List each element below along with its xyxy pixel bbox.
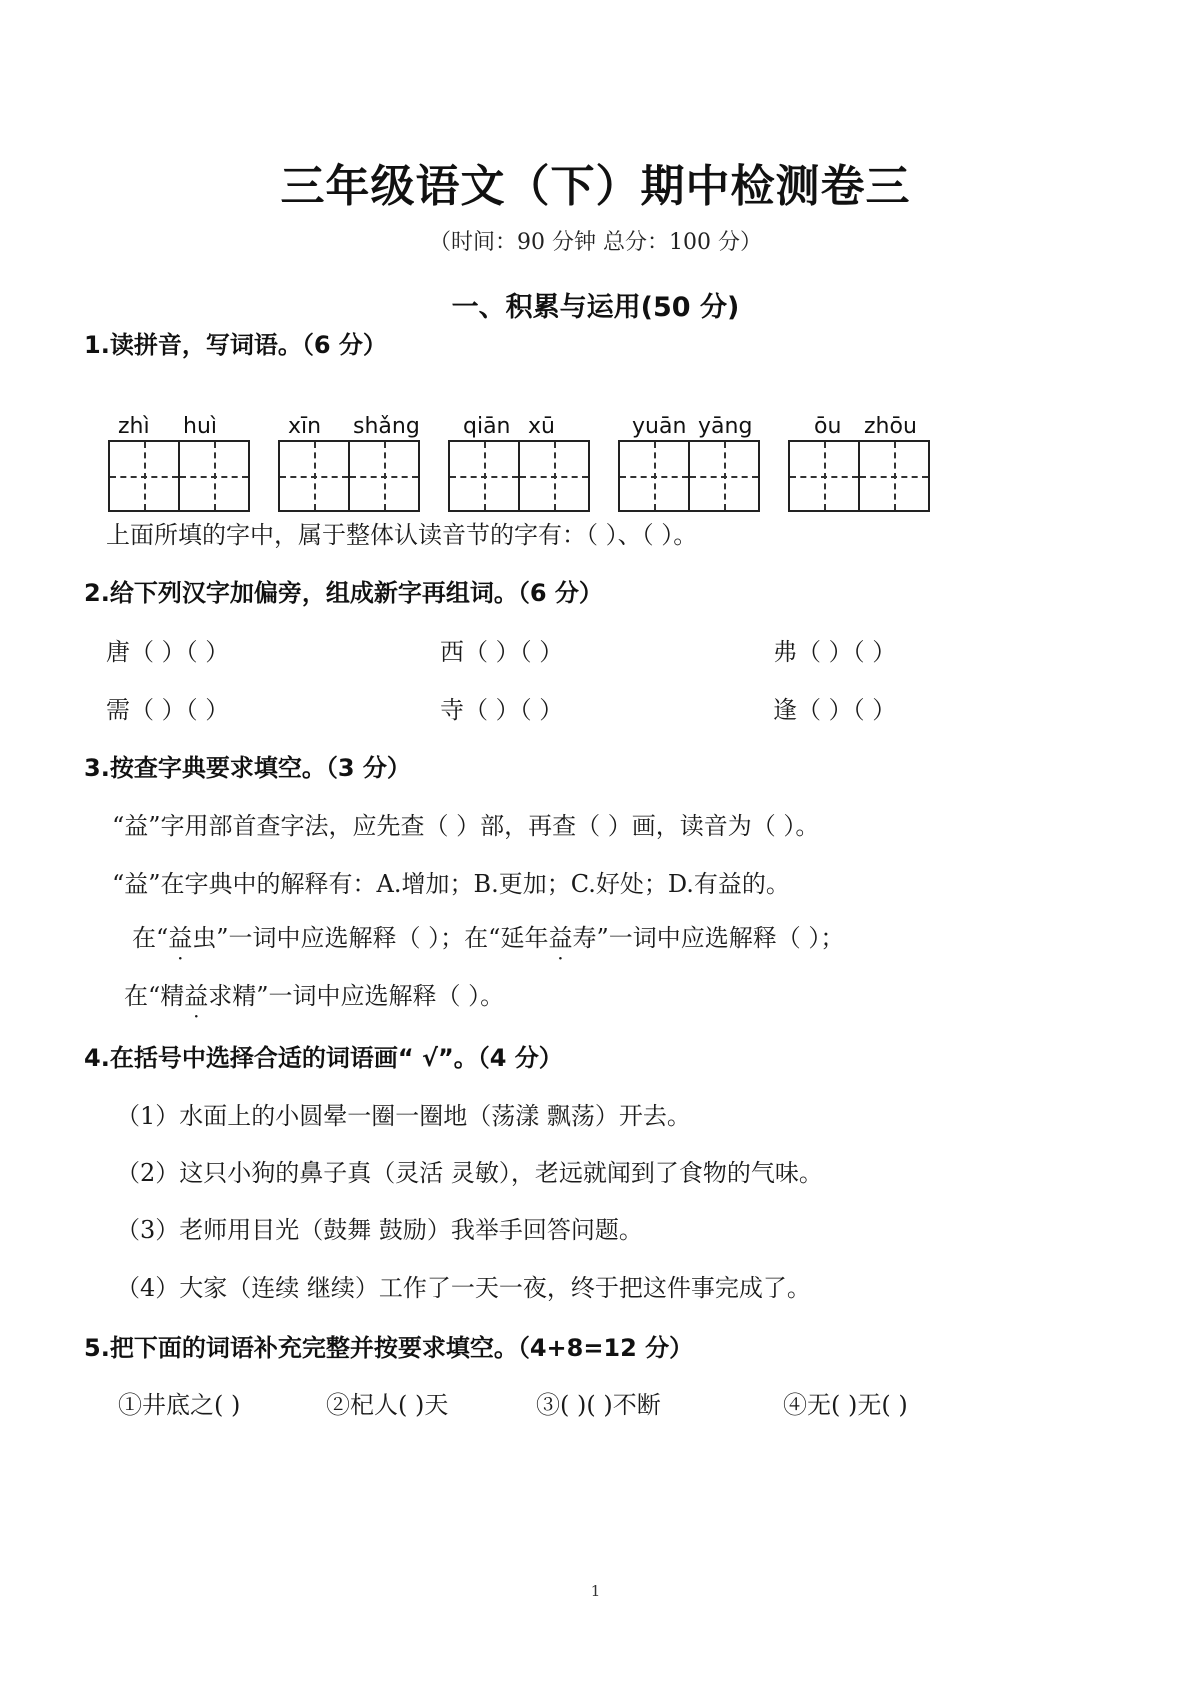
q5-item-3[interactable]: ③( )( )不断 (536, 1391, 661, 1419)
page-title: 三年级语文（下）期中检测卷三 (280, 161, 911, 212)
q2-item-fu[interactable]: 弗（ ）（ ） (773, 638, 897, 666)
q2-item-xi[interactable]: 西（ ）（ ） (440, 638, 564, 666)
q3-line-3[interactable] (132, 918, 844, 953)
writing-grid-3[interactable] (448, 440, 590, 510)
pinyin-5a: ōu (814, 414, 842, 439)
q3-line-1[interactable]: “益”字用部首查字法，应先查（ ）部，再查（ ）画，读音为（ ）。 (112, 812, 820, 840)
q2-item-tang[interactable]: 唐（ ）（ ） (106, 638, 230, 666)
q5-item-2[interactable]: ②杞人( )天 (326, 1391, 449, 1419)
q3-line3-part-a: 在“ (132, 924, 169, 952)
q3-line3-part-c: 寿”一词中应选解释（ ）； (572, 924, 845, 952)
pinyin-2a: xīn (288, 414, 322, 439)
question-3-heading: 3.按查字典要求填空。（3 分） (84, 754, 411, 782)
q2-item-si[interactable]: 寺（ ）（ ） (440, 696, 564, 724)
pinyin-5b: zhōu (864, 414, 917, 439)
question-5-heading: 5.把下面的词语补充完整并按要求填空。（4+8=12 分） (84, 1334, 694, 1362)
q3-line-4[interactable] (124, 976, 504, 1011)
question-2-heading: 2.给下列汉字加偏旁，组成新字再组词。（6 分） (84, 579, 603, 607)
q3-line-2: “益”在字典中的解释有：A.增加；B.更加；C.好处；D.有益的。 (112, 870, 790, 898)
question-4-heading: 4.在括号中选择合适的词语画“ √”。（4 分） (84, 1044, 563, 1072)
question-1-heading: 1.读拼音，写词语。（6 分） (84, 331, 387, 359)
emphasized-char: 益 (184, 982, 209, 1010)
q4-item-1[interactable]: （1）水面上的小圆晕一圈一圈地（荡漾 飘荡）开去。 (116, 1102, 691, 1130)
emphasized-char: 益 (168, 924, 193, 952)
pinyin-2b: shǎng (353, 414, 420, 439)
writing-grid-1[interactable] (108, 440, 250, 510)
emphasized-char: 益 (548, 924, 573, 952)
pinyin-4b: yāng (698, 414, 753, 439)
pinyin-3a: qiān (463, 414, 511, 439)
q2-item-feng[interactable]: 逢（ ）（ ） (773, 696, 897, 724)
q4-item-2[interactable]: （2）这只小狗的鼻子真（灵活 灵敏），老远就闻到了食物的气味。 (116, 1159, 823, 1187)
q3-line3-part-b: 虫”一词中应选解释（ ）；在“延年 (192, 924, 549, 952)
writing-grid-4[interactable] (618, 440, 760, 510)
pinyin-1a: zhì (118, 414, 150, 439)
q5-item-1[interactable]: ①井底之( ) (118, 1391, 241, 1419)
q3-line4-part-b: 求精”一词中应选解释（ ）。 (208, 982, 505, 1010)
q3-line4-part-a: 在“精 (124, 982, 185, 1010)
q2-item-xu[interactable]: 需（ ）（ ） (106, 696, 230, 724)
section-heading: 一、积累与运用(50 分) (451, 292, 740, 323)
pinyin-1b: huì (183, 414, 217, 439)
page-number: 1 (590, 1582, 601, 1600)
writing-grid-2[interactable] (278, 440, 420, 510)
pinyin-3b: xū (528, 414, 555, 439)
q5-item-4[interactable]: ④无( )无( ) (783, 1391, 908, 1419)
exam-info: （时间：90 分钟 总分：100 分） (429, 230, 762, 255)
q4-item-3[interactable]: （3）老师用目光（鼓舞 鼓励）我举手回答问题。 (116, 1216, 643, 1244)
q1-followup: 上面所填的字中，属于整体认读音节的字有：（ ）、（ ）。 (106, 521, 698, 549)
q4-item-4[interactable]: （4）大家（连续 继续）工作了一天一夜，终于把这件事完成了。 (116, 1274, 811, 1302)
writing-grid-5[interactable] (788, 440, 930, 510)
pinyin-4a: yuān (632, 414, 687, 439)
